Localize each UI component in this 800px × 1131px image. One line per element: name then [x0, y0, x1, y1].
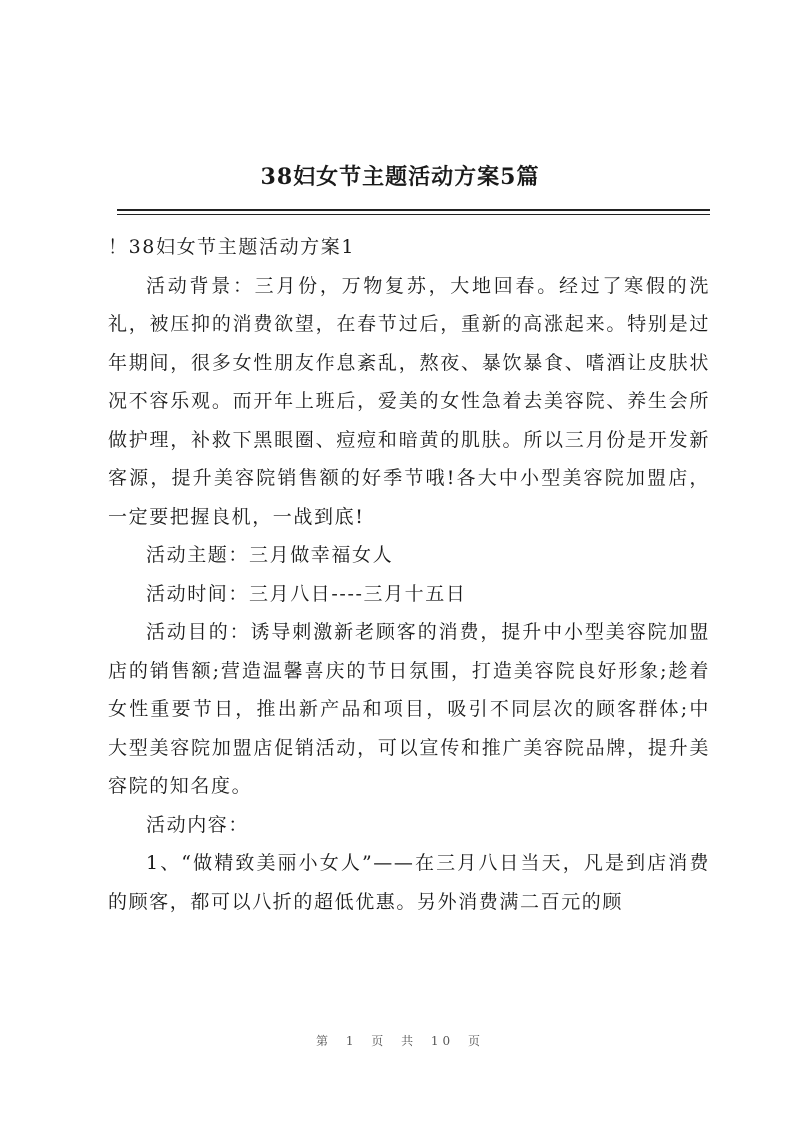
section-heading: ！38妇女节主题活动方案1 — [108, 236, 356, 258]
paragraph-time: 活动时间：三月八日----三月十五日 — [146, 582, 467, 605]
paragraph-purpose: 活动目的：诱导刺激新老顾客的消费，提升中小型美容院加盟店的销售额;营造温馨喜庆的节日氛围，打造美容院良好形象;趁着女性重要节日，推出新产品和项目，吸引不同层次的顾客群体;中大型美容院加盟店促销活动，可以宣传和推广美容院品牌，提升美容院的知名度。 — [108, 621, 710, 797]
paragraph-theme: 活动主题：三月做幸福女人 — [146, 544, 394, 566]
paragraph-background: 活动背景：三月份，万物复苏，大地回春。经过了寒假的洗礼，被压抑的消费欲望，在春节过后，重新的高涨起来。特别是过年期间，很多女性朋友作息紊乱，熬夜、暴饮暴食、嗜酒让皮肤状况不容乐观。而开年上班后，爱美的女性急着去美容院、养生会所做护理，补救下黑眼圈、痘痘和暗黄的肌肤。所以三月份是开发新客源，提升美容院销售额的好季节哦!各大中小型美容院加盟店，一定要把握良机，一战到底! — [108, 274, 710, 528]
page-number: 第 1 页 共 10 页 — [316, 1034, 484, 1048]
paragraph-content-heading: 活动内容： — [146, 813, 250, 836]
document-body — [108, 228, 710, 921]
page-title: 38妇女节主题活动方案5篇 — [260, 164, 540, 190]
paragraph-item-1: 1、“做精致美丽小女人”——在三月八日当天，凡是到店消费的顾客，都可以八折的超低优惠。另外消费满二百元的顾 — [108, 852, 710, 913]
title-divider — [117, 209, 710, 211]
